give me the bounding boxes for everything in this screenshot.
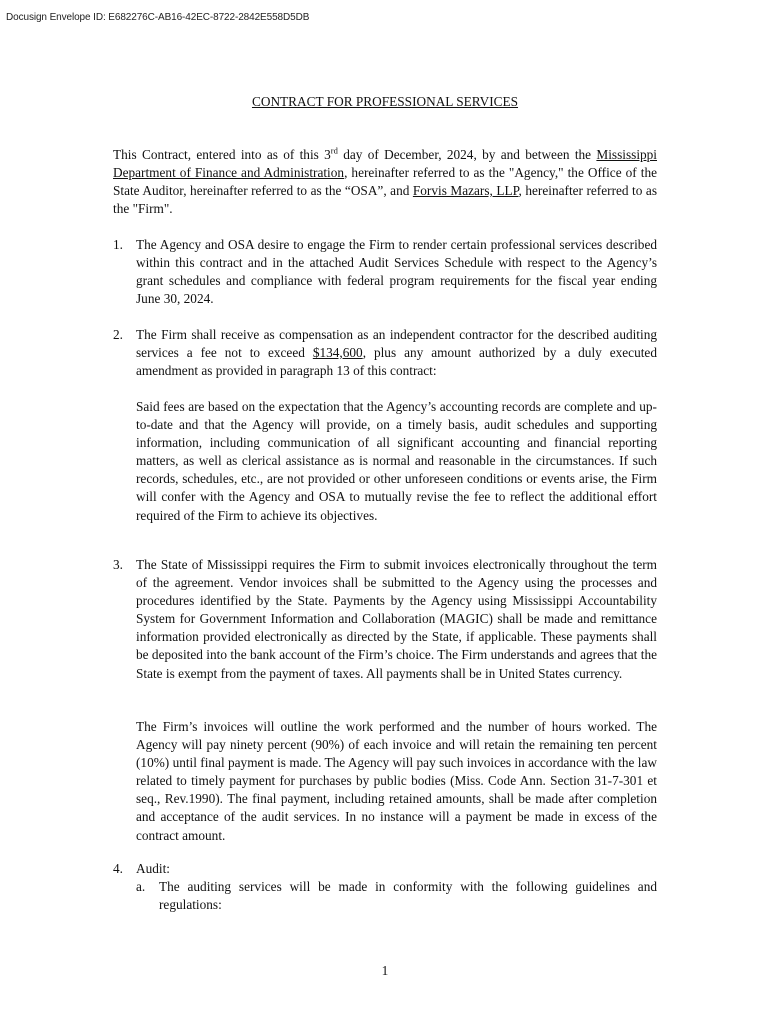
item-2-text-after: , plus any amount authorized by a duly executed amendment as provided in paragraph 13 of this contract: bbox=[136, 345, 657, 379]
intro-text-3: , hereinafter referred to as the "Agency," the Office of the State Auditor, hereinafter referred to as the “OSA”, and bbox=[113, 165, 657, 199]
item-2-text bbox=[136, 326, 657, 380]
item-4-text: Audit: bbox=[136, 861, 170, 876]
agency-name: Mississippi Department of Finance and Administration bbox=[113, 147, 658, 181]
item-4a-text: The auditing services will be made in conformity with the following guidelines and regulations: bbox=[159, 879, 657, 913]
intro-text-2: day of December, 2024, by and between the bbox=[337, 147, 597, 162]
page-number: 1 bbox=[381, 963, 389, 978]
document-title-text: CONTRACT FOR PROFESSIONAL SERVICES bbox=[251, 94, 519, 109]
item-4a-label: a. bbox=[136, 879, 146, 894]
item-2-paragraph-2: Said fees are based on the expectation that the Agency’s accounting records are complete and up-to-date and that the Agency will provide, on a timely basis, audit schedules and supporting information, including communication of all significant accounting and financial reporting matters, as well as clerical assistance as is normal and reasonable in the circumstances. If such records, schedules, etc., are not provided or other unforeseen conditions or events arise, the Firm will confer with the Agency and OSA to mutually revise the fee to reflect the additional effort required of the Firm to achieve its objectives. bbox=[136, 399, 657, 523]
item-4-number: 4. bbox=[113, 861, 123, 876]
item-2-text-before: The Firm shall receive as compensation as an independent contractor for the described auditing services a fee not to exceed bbox=[136, 327, 657, 361]
intro-text-4: , hereinafter referred to as the "Firm". bbox=[113, 183, 657, 217]
item-3-paragraph-2: The Firm’s invoices will outline the work performed and the number of hours worked. The Agency will pay ninety percent (90%) of each invoice and will retain the remaining ten percent (10%) until final payment is made. The Agency will pay such invoices in accordance with the law related to timely payment for purchases by public bodies (Miss. Code Ann. Section 31-7-301 et seq., Rev.1990). The final payment, including retained amounts, shall be made after completion and acceptance of the audit services. In no instance will a payment be made in excess of the contract amount. bbox=[136, 719, 657, 843]
item-3-number: 3. bbox=[113, 557, 123, 572]
item-1-text: The Agency and OSA desire to engage the Firm to render certain professional services described within this contract and in the attached Audit Services Schedule with respect to the Agency’s grant schedules and compliance with federal program requirements for the fiscal year ending June 30, 2024. bbox=[136, 237, 657, 307]
document-title bbox=[0, 94, 770, 110]
intro-paragraph bbox=[113, 146, 657, 218]
date-ordinal: rd bbox=[330, 145, 338, 156]
item-2-number: 2. bbox=[113, 327, 123, 342]
item-1-number: 1. bbox=[113, 237, 123, 252]
fee-amount: $134,600 bbox=[312, 345, 363, 361]
intro-text-1: This Contract, entered into as of this 3 bbox=[113, 147, 331, 162]
firm-name: Forvis Mazars, LLP bbox=[412, 183, 519, 199]
item-3-text: The State of Mississippi requires the Firm to submit invoices electronically throughout the term of the agreement. Vendor invoices shall be submitted to the Agency using the processes and procedures identified by the State. Payments by the Agency using Mississippi Accountability System for Government Information and Collaboration (MAGIC) shall be made and remittance information provided electronically as directed by the State, if applicable. These payments shall be deposited into the bank account of the Firm’s choice. The Firm understands and agrees that the State is exempt from the payment of taxes. All payments shall be in United States currency. bbox=[136, 557, 657, 681]
envelope-id: Docusign Envelope ID: E682276C-AB16-42EC-8722-2842E558D5DB bbox=[6, 12, 310, 23]
